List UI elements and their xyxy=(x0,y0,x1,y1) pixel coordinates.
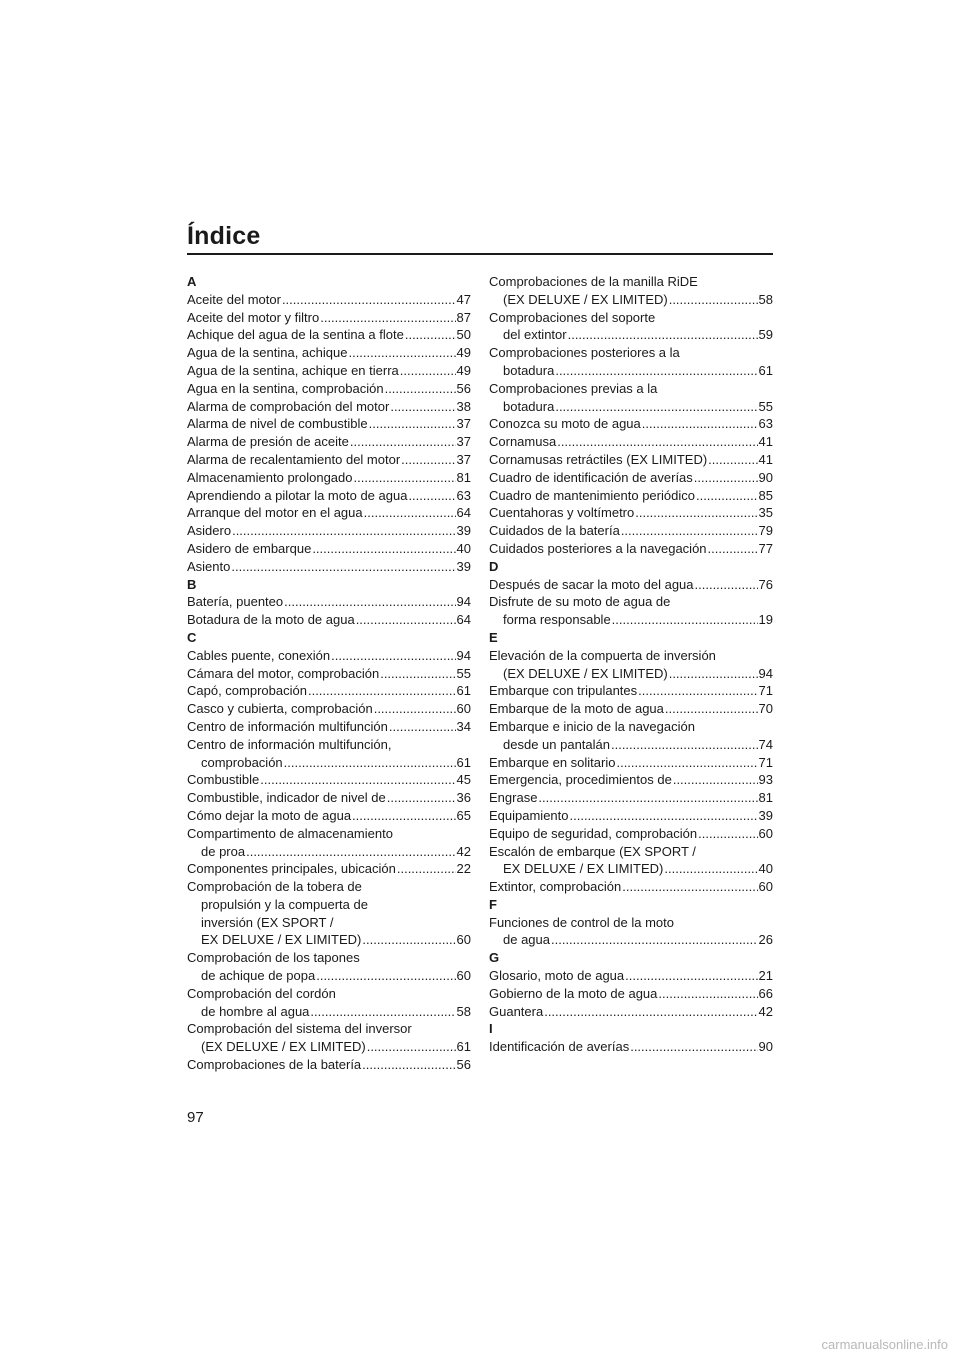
index-entry-page: 61 xyxy=(456,683,471,699)
index-entry-text: Cámara del motor, comprobación xyxy=(187,665,380,681)
index-entry-text: Elevación de la compuerta de inversión xyxy=(489,647,716,663)
index-entry xyxy=(489,682,773,700)
index-entry xyxy=(489,469,773,487)
index-entry-text: de proa xyxy=(201,843,246,859)
dot-leader xyxy=(284,754,456,772)
index-entry-page: 87 xyxy=(456,309,471,325)
index-entry-text: botadura xyxy=(503,398,555,414)
index-entry xyxy=(187,700,471,718)
index-entry xyxy=(187,522,471,540)
index-entry-text: Agua en la sentina, comprobación xyxy=(187,380,384,396)
index-entry-page: 49 xyxy=(456,362,471,378)
index-entry-text: Arranque del motor en el agua xyxy=(187,505,363,521)
index-entry-text: de agua xyxy=(503,932,550,948)
dot-leader xyxy=(352,807,455,825)
index-entry-page: 93 xyxy=(758,772,773,788)
index-entry-text: Cables puente, conexión xyxy=(187,647,331,663)
dot-leader xyxy=(557,433,757,451)
index-entry-text: Comprobaciones de la batería xyxy=(187,1057,362,1073)
dot-leader xyxy=(389,718,456,736)
dot-leader xyxy=(568,326,758,344)
index-entry xyxy=(187,825,471,861)
dot-leader xyxy=(260,771,455,789)
index-entry-page: 36 xyxy=(456,790,471,806)
index-entry-text: Gobierno de la moto de agua xyxy=(489,985,658,1001)
dot-leader xyxy=(331,647,455,665)
index-entry-page: 26 xyxy=(758,932,773,948)
index-entry xyxy=(489,878,773,896)
index-letter: D xyxy=(489,558,499,574)
index-entry-page: 60 xyxy=(758,879,773,895)
index-entry xyxy=(187,362,471,380)
index-entry-text: Centro de información multifunción xyxy=(187,718,388,734)
index-entry-page: 22 xyxy=(456,861,471,877)
index-entry-text: Comprobación del sistema del inversor xyxy=(187,1021,412,1037)
index-entry xyxy=(187,309,471,327)
index-entry-text: (EX DELUXE / EX LIMITED) xyxy=(503,291,668,307)
dot-leader xyxy=(400,362,456,380)
index-entry xyxy=(187,860,471,878)
index-entry-page: 85 xyxy=(758,487,773,503)
index-entry-text: botadura xyxy=(503,362,555,378)
index-entry-page: 58 xyxy=(456,1003,471,1019)
index-entry-text: Comprobación del cordón xyxy=(187,985,336,1001)
dot-leader xyxy=(698,825,757,843)
dot-leader xyxy=(625,967,757,985)
index-entry-page: 56 xyxy=(456,380,471,396)
index-entry-text: Asidero de embarque xyxy=(187,540,312,556)
index-entry xyxy=(187,487,471,505)
index-entry xyxy=(489,985,773,1003)
index-entry-text: desde un pantalán xyxy=(503,736,610,752)
index-entry-text: Aprendiendo a pilotar la moto de agua xyxy=(187,487,408,503)
index-entry xyxy=(187,665,471,683)
index-entry xyxy=(187,398,471,416)
index-entry-page: 39 xyxy=(456,558,471,574)
dot-leader xyxy=(316,967,455,985)
index-entry-page: 90 xyxy=(758,469,773,485)
index-entry xyxy=(489,807,773,825)
index-entry-text: Compartimento de almacenamiento xyxy=(187,825,393,841)
index-entry xyxy=(187,736,471,772)
dot-leader xyxy=(308,682,456,700)
index-entry xyxy=(187,380,471,398)
index-entry-page: 21 xyxy=(758,968,773,984)
index-entry xyxy=(187,469,471,487)
index-entry-page: 49 xyxy=(456,345,471,361)
dot-leader xyxy=(630,1038,757,1056)
index-entry xyxy=(187,718,471,736)
index-entry-page: 63 xyxy=(758,416,773,432)
watermark: carmanualsonline.info xyxy=(821,1337,948,1352)
dot-leader xyxy=(369,415,456,433)
dot-leader xyxy=(362,1056,455,1074)
index-entry-page: 76 xyxy=(758,576,773,592)
index-entry xyxy=(489,344,773,380)
index-entry-page: 34 xyxy=(456,718,471,734)
page-title: Índice xyxy=(187,222,261,250)
index-letter: B xyxy=(187,576,197,592)
index-entry-text: Capó, comprobación xyxy=(187,683,307,699)
dot-leader xyxy=(397,860,456,878)
index-entry-page: 35 xyxy=(758,505,773,521)
index-entry-text: inversión (EX SPORT / xyxy=(201,914,334,930)
dot-leader xyxy=(544,1003,757,1021)
dot-leader xyxy=(310,1003,455,1021)
index-letter: F xyxy=(489,896,497,912)
index-entry-page: 61 xyxy=(456,1039,471,1055)
index-entry-text: Alarma de recalentamiento del motor xyxy=(187,451,401,467)
index-entry-page: 37 xyxy=(456,451,471,467)
index-entry-text: EX DELUXE / EX LIMITED) xyxy=(201,932,362,948)
index-entry xyxy=(187,433,471,451)
dot-leader xyxy=(708,451,757,469)
index-entry-text: Asiento xyxy=(187,558,231,574)
index-entry-text: Embarque e inicio de la navegación xyxy=(489,718,695,734)
index-entry-text: Cuadro de mantenimiento periódico xyxy=(489,487,695,503)
index-entry-page: 60 xyxy=(456,932,471,948)
dot-leader xyxy=(387,789,456,807)
dot-leader xyxy=(673,771,758,789)
index-entry-text: Embarque de la moto de agua xyxy=(489,701,664,717)
index-entry-text: Identificación de averías xyxy=(489,1039,630,1055)
index-entry xyxy=(489,487,773,505)
index-entry-page: 40 xyxy=(758,861,773,877)
index-entry xyxy=(489,380,773,416)
index-entry xyxy=(187,326,471,344)
index-entry-text: Alarma de presión de aceite xyxy=(187,434,349,450)
dot-leader xyxy=(570,807,758,825)
dot-leader xyxy=(284,593,455,611)
index-entry xyxy=(187,593,471,611)
dot-leader xyxy=(696,487,758,505)
dot-leader xyxy=(669,291,758,309)
index-entry-page: 55 xyxy=(456,665,471,681)
title-rule xyxy=(187,253,773,255)
dot-leader xyxy=(367,1038,456,1056)
index-entry xyxy=(187,1020,471,1056)
index-entry-page: 81 xyxy=(456,469,471,485)
index-letter: C xyxy=(187,629,197,645)
index-entry xyxy=(187,682,471,700)
index-entry xyxy=(489,771,773,789)
index-entry-page: 90 xyxy=(758,1039,773,1055)
dot-leader xyxy=(231,558,455,576)
index-entry xyxy=(187,558,471,576)
index-entry-page: 19 xyxy=(758,612,773,628)
dot-leader xyxy=(401,451,455,469)
dot-leader xyxy=(612,611,758,629)
index-letter: A xyxy=(187,274,197,289)
index-entry xyxy=(489,967,773,985)
dot-leader xyxy=(708,540,758,558)
index-entry-text: comprobación xyxy=(201,754,283,770)
index-entry xyxy=(489,273,773,309)
index-entry-text: Cuadro de identificación de averías xyxy=(489,469,693,485)
index-entry-text: Engrase xyxy=(489,790,538,806)
dot-leader xyxy=(638,682,757,700)
index-entry-text: Embarque en solitario xyxy=(489,754,616,770)
index-entry-text: forma responsable xyxy=(503,612,611,628)
index-entry xyxy=(187,415,471,433)
index-entry-text: Comprobación de los tapones xyxy=(187,950,360,966)
dot-leader xyxy=(380,665,455,683)
dot-leader xyxy=(246,843,455,861)
dot-leader xyxy=(669,665,758,683)
dot-leader xyxy=(232,522,455,540)
index-entry-text: Cuentahoras y voltímetro xyxy=(489,505,635,521)
index-entry-text: Comprobaciones previas a la xyxy=(489,380,658,396)
index-entry-text: Equipo de seguridad, comprobación xyxy=(489,825,698,841)
index-entry-page: 94 xyxy=(758,665,773,681)
index-entry-text: Comprobaciones de la manilla RiDE xyxy=(489,274,698,289)
index-entry xyxy=(489,647,773,683)
index-entry-page: 55 xyxy=(758,398,773,414)
dot-leader xyxy=(362,931,455,949)
index-entry xyxy=(187,611,471,629)
index-entry-text: Casco y cubierta, comprobación xyxy=(187,701,373,717)
index-entry-page: 41 xyxy=(758,451,773,467)
index-entry-page: 74 xyxy=(758,736,773,752)
index-entry-page: 61 xyxy=(758,362,773,378)
index-entry-page: 47 xyxy=(456,291,471,307)
dot-leader xyxy=(694,469,758,487)
index-entry xyxy=(489,451,773,469)
index-entry-page: 41 xyxy=(758,434,773,450)
dot-leader xyxy=(312,540,455,558)
page-number: 97 xyxy=(187,1109,204,1126)
dot-leader xyxy=(635,504,757,522)
index-entry-text: de achique de popa xyxy=(201,968,316,984)
index-entry-text: Cornamusas retráctiles (EX LIMITED) xyxy=(489,451,708,467)
index-entry-text: Combustible, indicador de nivel de xyxy=(187,790,386,806)
index-entry xyxy=(489,433,773,451)
index-entry xyxy=(489,843,773,879)
index-entry-page: 39 xyxy=(456,523,471,539)
index-entry xyxy=(489,825,773,843)
index-entry xyxy=(187,504,471,522)
index-entry-page: 61 xyxy=(456,754,471,770)
index-entry-page: 37 xyxy=(456,416,471,432)
index-entry xyxy=(489,754,773,772)
index-entry xyxy=(489,522,773,540)
index-entry-page: 45 xyxy=(456,772,471,788)
index-entry-page: 60 xyxy=(456,701,471,717)
dot-leader xyxy=(385,380,456,398)
index-entry-page: 60 xyxy=(456,968,471,984)
index-entry xyxy=(489,718,773,754)
index-entry-text: Centro de información multifunción, xyxy=(187,736,392,752)
index-entry-text: (EX DELUXE / EX LIMITED) xyxy=(201,1039,366,1055)
index-entry-text: Después de sacar la moto del agua xyxy=(489,576,694,592)
index-entry-page: 64 xyxy=(456,505,471,521)
index-entry xyxy=(187,291,471,309)
index-entry-text: Cuidados de la batería xyxy=(489,523,620,539)
index-entry-text: Extintor, comprobación xyxy=(489,879,622,895)
index-entry-page: 56 xyxy=(456,1057,471,1073)
dot-leader xyxy=(664,860,757,878)
index-entry-text: Cómo dejar la moto de agua xyxy=(187,807,352,823)
index-entry xyxy=(187,807,471,825)
index-entry-text: Comprobaciones posteriores a la xyxy=(489,345,680,361)
index-entry-page: 59 xyxy=(758,327,773,343)
index-entry xyxy=(187,771,471,789)
index-entry xyxy=(489,593,773,629)
index-entry-page: 37 xyxy=(456,434,471,450)
index-entry-text: Embarque con tripulantes xyxy=(489,683,638,699)
dot-leader xyxy=(611,736,758,754)
index-entry-page: 79 xyxy=(758,523,773,539)
index-entry xyxy=(489,700,773,718)
index-entry-text: Funciones de control de la moto xyxy=(489,914,674,930)
index-entry-page: 39 xyxy=(758,807,773,823)
index-entry-text: Comprobación de la tobera de xyxy=(187,879,362,895)
dot-leader xyxy=(555,362,757,380)
index-entry-page: 38 xyxy=(456,398,471,414)
index-entry-page: 71 xyxy=(758,683,773,699)
index-entry-text: Batería, puenteo xyxy=(187,594,284,610)
index-entry-page: 42 xyxy=(758,1003,773,1019)
dot-leader xyxy=(622,878,757,896)
dot-leader xyxy=(356,611,456,629)
index-entry-text: Aceite del motor y filtro xyxy=(187,309,320,325)
index-letter: E xyxy=(489,629,498,645)
index-entry-text: Combustible xyxy=(187,772,260,788)
index-entry-page: 42 xyxy=(456,843,471,859)
index-entry xyxy=(187,344,471,362)
index-entry-text: Alarma de comprobación del motor xyxy=(187,398,390,414)
dot-leader xyxy=(320,309,455,327)
index-entry-text: Guantera xyxy=(489,1003,544,1019)
index-entry-text: Disfrute de su moto de agua de xyxy=(489,594,671,610)
dot-leader xyxy=(348,344,455,362)
dot-leader xyxy=(282,291,456,309)
dot-leader xyxy=(390,398,455,416)
index-entry xyxy=(187,878,471,949)
index-entry-page: 65 xyxy=(456,807,471,823)
index-entry xyxy=(489,1003,773,1021)
index-entry xyxy=(489,504,773,522)
dot-leader xyxy=(538,789,757,807)
index-entry-text: Cuidados posteriores a la navegación xyxy=(489,540,707,556)
index-entry xyxy=(489,309,773,345)
index-entry-text: Componentes principales, ubicación xyxy=(187,861,396,877)
index-entry xyxy=(489,789,773,807)
index-entry xyxy=(187,949,471,985)
index-entry-text: Glosario, moto de agua xyxy=(489,968,625,984)
index-entry xyxy=(187,451,471,469)
index-entry-text: de hombre al agua xyxy=(201,1003,310,1019)
index-entry-text: Escalón de embarque (EX SPORT / xyxy=(489,843,696,859)
index-entry-text: Asidero xyxy=(187,523,232,539)
dot-leader xyxy=(374,700,456,718)
index-entry-page: 60 xyxy=(758,825,773,841)
dot-leader xyxy=(551,931,758,949)
index-entry-page: 94 xyxy=(456,647,471,663)
index-entry xyxy=(489,1038,773,1056)
index-entry-text: Agua de la sentina, achique en tierra xyxy=(187,362,399,378)
index-entry-page: 50 xyxy=(456,327,471,343)
dot-leader xyxy=(364,504,456,522)
index-entry xyxy=(187,540,471,558)
index-entry-page: 63 xyxy=(456,487,471,503)
index-entry xyxy=(489,914,773,950)
dot-leader xyxy=(665,700,758,718)
index-entry-text: EX DELUXE / EX LIMITED) xyxy=(503,861,664,877)
index-entry xyxy=(489,415,773,433)
dot-leader xyxy=(616,754,757,772)
index-entry-page: 58 xyxy=(758,291,773,307)
index-entry xyxy=(187,647,471,665)
index-entry-page: 66 xyxy=(758,985,773,1001)
index-entry-text: Comprobaciones del soporte xyxy=(489,309,656,325)
index-entry-text: Agua de la sentina, achique xyxy=(187,345,348,361)
dot-leader xyxy=(350,433,456,451)
index-entry xyxy=(489,576,773,594)
index-column-left xyxy=(187,273,471,1074)
dot-leader xyxy=(642,415,758,433)
index-entry-text: Almacenamiento prolongado xyxy=(187,469,353,485)
index-entry xyxy=(187,985,471,1021)
index-entry xyxy=(489,540,773,558)
index-entry-text: Alarma de nivel de combustible xyxy=(187,416,368,432)
index-entry-text: Achique del agua de la sentina a flote xyxy=(187,327,404,343)
index-entry-text: Emergencia, procedimientos de xyxy=(489,772,672,788)
index-entry-text: Equipamiento xyxy=(489,807,569,823)
index-entry-text: Conozca su moto de agua xyxy=(489,416,641,432)
dot-leader xyxy=(621,522,758,540)
index-entry-page: 70 xyxy=(758,701,773,717)
index-entry xyxy=(187,1056,471,1074)
index-entry-page: 94 xyxy=(456,594,471,610)
dot-leader xyxy=(405,326,456,344)
index-entry-page: 71 xyxy=(758,754,773,770)
index-entry-text: del extintor xyxy=(503,327,567,343)
index-column-right xyxy=(489,273,773,1056)
dot-leader xyxy=(555,398,757,416)
index-letter: G xyxy=(489,950,500,966)
dot-leader xyxy=(695,576,758,594)
index-entry-page: 40 xyxy=(456,540,471,556)
index-entry-text: Aceite del motor xyxy=(187,291,281,307)
dot-leader xyxy=(658,985,757,1003)
index-entry-text: Cornamusa xyxy=(489,434,557,450)
index-entry-text: (EX DELUXE / EX LIMITED) xyxy=(503,665,668,681)
index-entry-page: 64 xyxy=(456,612,471,628)
index-entry xyxy=(187,789,471,807)
index-entry-text: propulsión y la compuerta de xyxy=(201,896,368,912)
dot-leader xyxy=(354,469,456,487)
index-entry-text: Botadura de la moto de agua xyxy=(187,612,355,628)
index-letter: I xyxy=(489,1021,493,1037)
index-entry-page: 77 xyxy=(758,540,773,556)
dot-leader xyxy=(408,487,455,505)
index-entry-page: 81 xyxy=(758,790,773,806)
